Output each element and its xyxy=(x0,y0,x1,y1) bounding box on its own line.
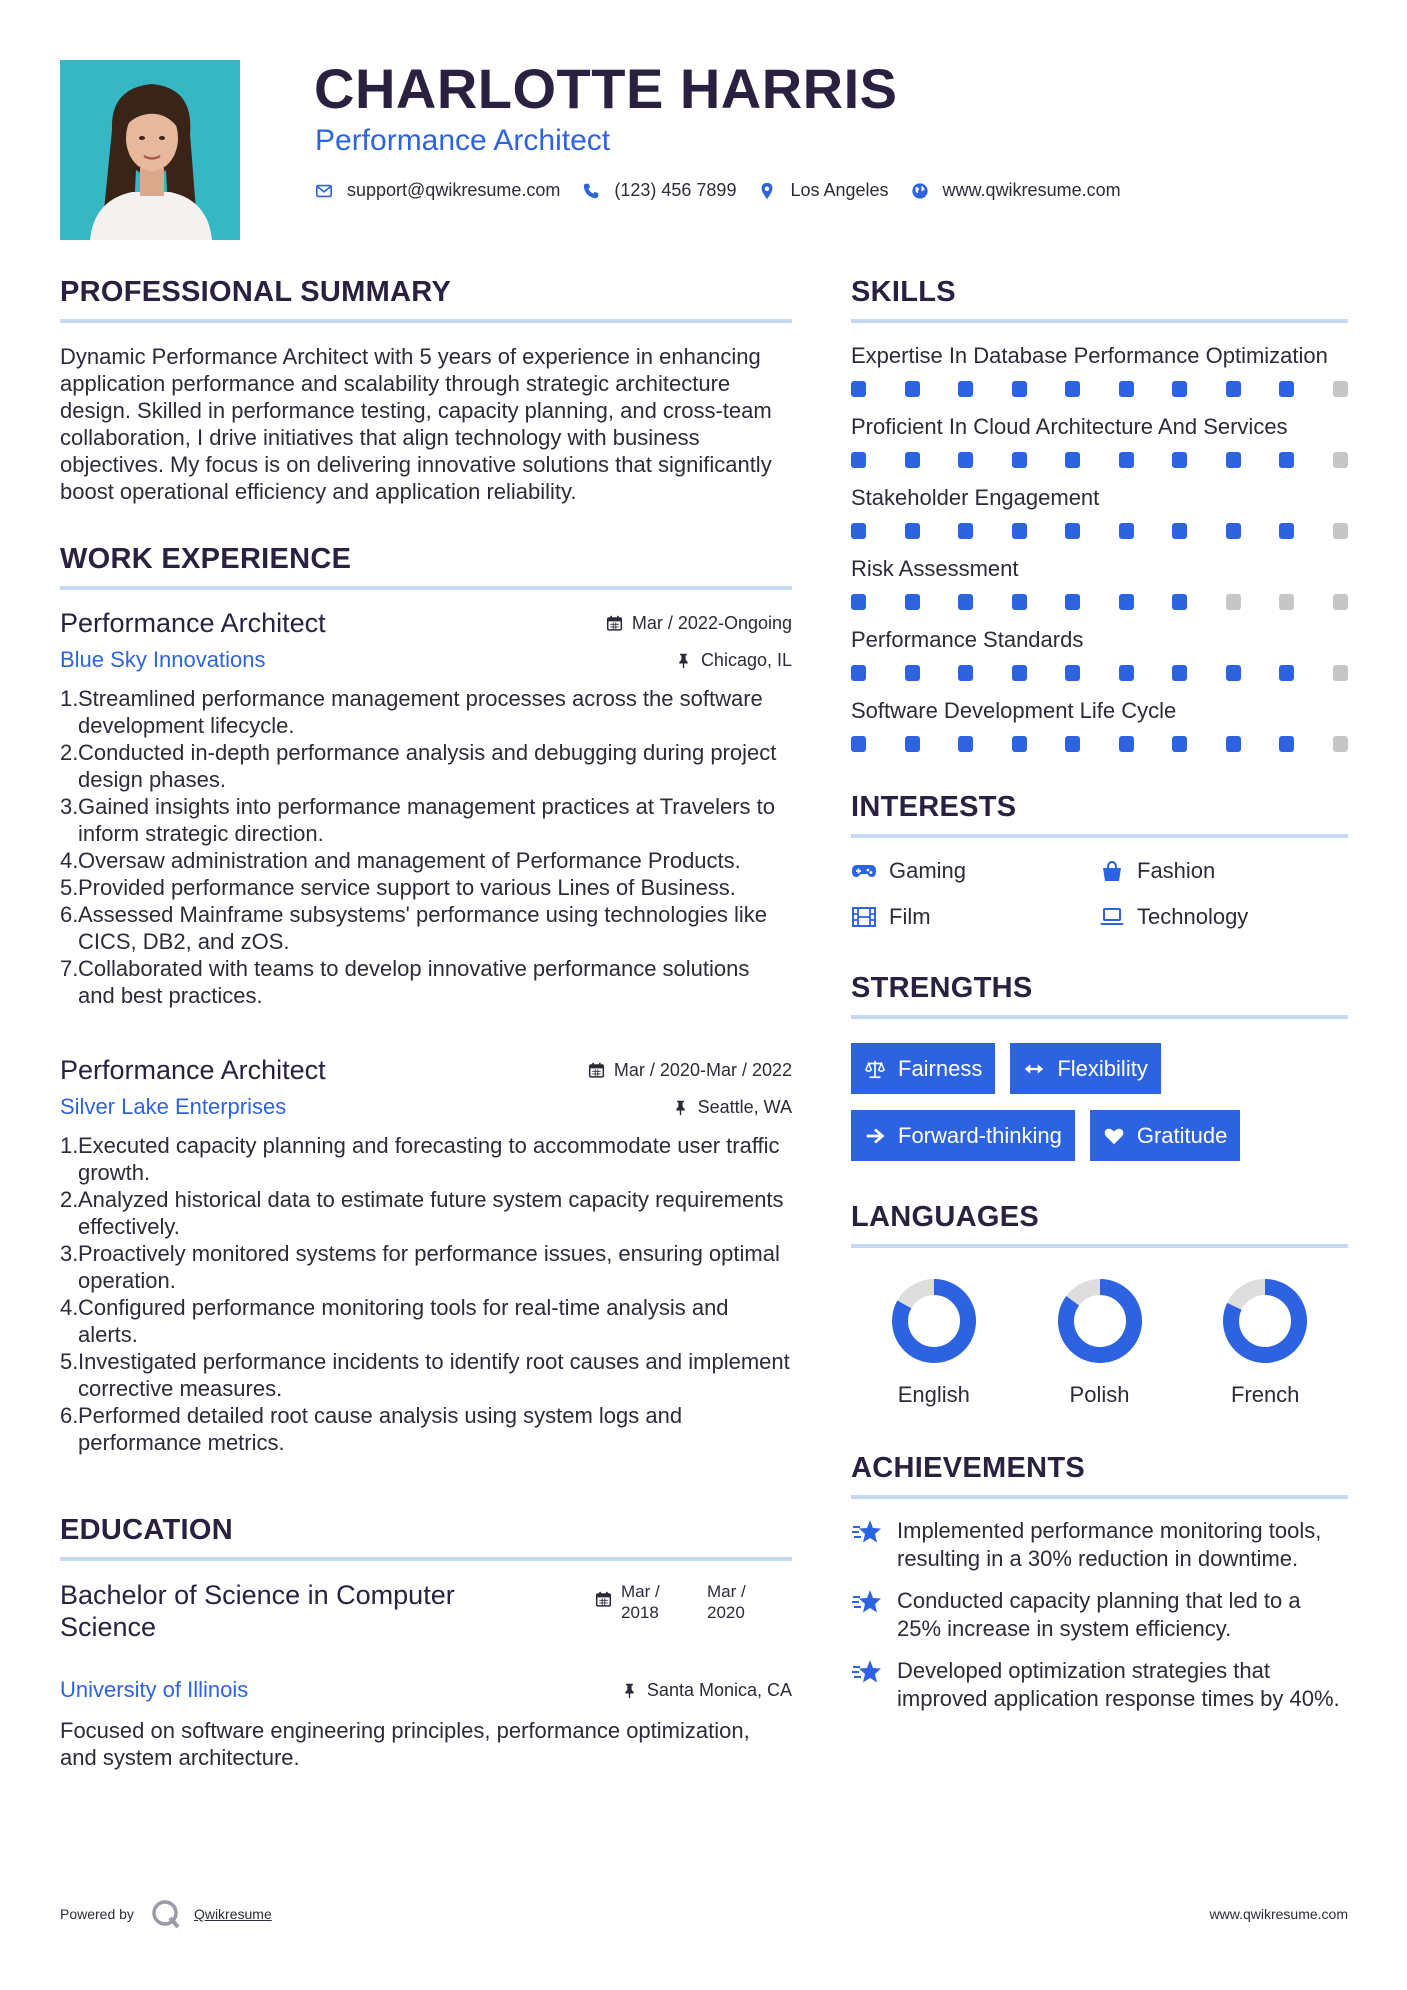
job-dates xyxy=(588,1060,792,1081)
skill-dot-filled xyxy=(905,381,920,397)
skill-dot-filled xyxy=(1226,523,1241,539)
skill-dot-filled xyxy=(958,452,973,468)
arrows-horizontal-icon xyxy=(1023,1058,1045,1080)
skill-list xyxy=(851,341,1348,753)
achievement-list xyxy=(851,1517,1348,1713)
skill-dot-filled xyxy=(1279,523,1294,539)
brand-link[interactable]: Qwikresume xyxy=(193,1906,272,1922)
education-dates xyxy=(595,1581,746,1623)
job-bullet xyxy=(60,739,792,793)
strength-label: Forward-thinking xyxy=(898,1122,1062,1148)
skill-rating xyxy=(851,449,1348,469)
skill-item xyxy=(851,696,1348,753)
education-section xyxy=(60,1514,792,1771)
skill-dot-filled xyxy=(1119,381,1134,397)
job-bullet xyxy=(60,793,792,847)
skill-dot-filled xyxy=(851,452,866,468)
globe-icon xyxy=(911,182,929,200)
skill-dot-filled xyxy=(1226,736,1241,752)
skill-dot-empty xyxy=(1226,594,1241,610)
bullet-number: 1. xyxy=(60,686,79,711)
skill-rating xyxy=(851,662,1348,682)
shopping-bag-icon xyxy=(1099,860,1125,882)
strength-label: Gratitude xyxy=(1136,1122,1228,1148)
strength-chip xyxy=(1090,1110,1241,1161)
skill-dot-filled xyxy=(958,736,973,752)
skill-dot-filled xyxy=(1012,594,1027,610)
contact-location-text: Los Angeles xyxy=(790,180,889,200)
bullet-text: Provided performance service support to various Lines of Business. xyxy=(78,875,736,900)
footer-url[interactable]: www.qwikresume.com xyxy=(1209,1906,1348,1922)
pin-icon xyxy=(672,1099,689,1116)
skill-dot-filled xyxy=(905,523,920,539)
strengths-divider xyxy=(851,1015,1348,1019)
job-title: Performance Architect xyxy=(60,608,326,638)
job-dates-text: Mar / 2020-Mar / 2022 xyxy=(613,1060,792,1080)
skill-dot-filled xyxy=(1172,381,1187,397)
skill-dot-filled xyxy=(1065,736,1080,752)
footer-powered-by xyxy=(60,1898,272,1930)
candidate-title: Performance Architect xyxy=(315,124,611,157)
skill-dot-filled xyxy=(958,665,973,681)
education-location xyxy=(621,1680,792,1701)
candidate-name: CHARLOTTE HARRIS xyxy=(314,57,898,120)
contact-bar xyxy=(315,180,1143,201)
strength-chip xyxy=(851,1110,1075,1161)
skill-dot-filled xyxy=(1119,594,1134,610)
contact-location xyxy=(758,180,888,201)
film-icon xyxy=(851,906,877,928)
language-proficiency-ring xyxy=(1057,1278,1143,1364)
skill-dot-filled xyxy=(851,594,866,610)
education-description: Focused on software engineering principles, performance optimization, and system architecture. xyxy=(60,1718,750,1770)
skill-dot-filled xyxy=(958,523,973,539)
contact-email-text: support@qwikresume.com xyxy=(347,180,561,200)
skill-dot-filled xyxy=(1119,523,1134,539)
language-item xyxy=(851,1278,1017,1408)
job-entry xyxy=(60,608,792,1009)
bullet-number: 2. xyxy=(60,740,79,765)
job-bullet xyxy=(60,1294,792,1348)
skill-dot-filled xyxy=(905,452,920,468)
bullet-text: Configured performance monitoring tools for real-time analysis and alerts. xyxy=(78,1295,729,1347)
strengths-section xyxy=(851,972,1348,1161)
bullet-number: 3. xyxy=(60,1241,79,1266)
strength-chip xyxy=(851,1043,995,1094)
skill-dot-filled xyxy=(1279,381,1294,397)
job-location-text: Chicago, IL xyxy=(700,649,792,670)
education-start-year: 2018 xyxy=(621,1603,659,1622)
achievements-section xyxy=(851,1452,1348,1713)
education-end-month: Mar / xyxy=(707,1582,746,1601)
job-bullet xyxy=(60,847,792,874)
bullet-text: Performed detailed root cause analysis using system logs and performance metrics. xyxy=(78,1403,683,1455)
star-badge-icon xyxy=(851,1658,883,1686)
job-bullet xyxy=(60,955,792,1009)
skill-dot-empty xyxy=(1333,594,1348,610)
achievement-item xyxy=(851,1657,1348,1713)
experience-section xyxy=(60,543,792,1456)
bullet-text: Proactively monitored systems for performance issues, ensuring optimal operation. xyxy=(78,1241,780,1293)
skill-dot-filled xyxy=(905,594,920,610)
bullet-text: Investigated performance incidents to identify root causes and implement corrective measures. xyxy=(78,1349,790,1401)
education-divider xyxy=(60,1557,792,1561)
laptop-icon xyxy=(1099,906,1125,928)
skill-dot-empty xyxy=(1279,594,1294,610)
skill-dot-filled xyxy=(1279,452,1294,468)
education-entry xyxy=(60,1579,792,1675)
skill-dot-filled xyxy=(1119,665,1134,681)
job-bullet xyxy=(60,1186,792,1240)
interest-label: Gaming xyxy=(889,858,967,883)
skill-name: Performance Standards xyxy=(851,627,1084,652)
achievements-divider xyxy=(851,1495,1348,1499)
bullet-text: Executed capacity planning and forecasting to accommodate user traffic growth. xyxy=(78,1133,780,1185)
bullet-number: 4. xyxy=(60,848,79,873)
bullet-text: Analyzed historical data to estimate future system capacity requirements effectively. xyxy=(78,1187,784,1239)
job-title-row xyxy=(60,608,792,639)
right-column xyxy=(851,276,1348,1727)
profile-photo-illustration xyxy=(60,60,240,240)
skill-dot-empty xyxy=(1333,523,1348,539)
skills-section xyxy=(851,276,1348,753)
skill-item xyxy=(851,412,1348,469)
job-title: Performance Architect xyxy=(60,1055,326,1085)
interest-item xyxy=(1099,858,1347,884)
skill-dot-filled xyxy=(958,594,973,610)
contact-phone[interactable] xyxy=(582,180,736,201)
interests-heading: INTERESTS xyxy=(851,791,1017,823)
interests-section xyxy=(851,791,1348,930)
job-company-row xyxy=(60,647,792,673)
bullet-text: Collaborated with teams to develop innovative performance solutions and best practices. xyxy=(78,956,750,1008)
contact-email[interactable] xyxy=(315,180,560,201)
skill-dot-filled xyxy=(1226,665,1241,681)
language-name: Polish xyxy=(1069,1382,1130,1407)
skill-dot-filled xyxy=(1172,594,1187,610)
skill-dot-filled xyxy=(1279,736,1294,752)
strength-chip xyxy=(1010,1043,1160,1094)
summary-text: Dynamic Performance Architect with 5 years of experience in enhancing application performance and scalability through strategic architecture design. Skilled in performance testing, capacity planning, and cross-team collaboration, I drive initiatives that align technology with business objectives. My focus is on delivering innovative solutions that significantly boost operational efficiency and application reliability. xyxy=(60,344,772,504)
education-end-year: 2020 xyxy=(707,1603,745,1622)
language-list xyxy=(851,1278,1348,1408)
skill-dot-filled xyxy=(958,381,973,397)
language-item xyxy=(1182,1278,1348,1408)
job-title-row xyxy=(60,1055,792,1086)
skill-dot-filled xyxy=(1065,665,1080,681)
strength-label: Fairness xyxy=(898,1055,983,1081)
balance-scale-icon xyxy=(864,1058,886,1080)
skill-dot-filled xyxy=(1226,381,1241,397)
skill-rating xyxy=(851,733,1348,753)
language-name: French xyxy=(1230,1382,1300,1407)
education-location-text: Santa Monica, CA xyxy=(646,1679,792,1700)
language-proficiency-ring xyxy=(891,1278,977,1364)
skill-dot-filled xyxy=(851,381,866,397)
skill-dot-filled xyxy=(1172,736,1187,752)
star-badge-icon xyxy=(851,1518,883,1546)
skills-heading: SKILLS xyxy=(851,276,956,308)
summary-heading: PROFESSIONAL SUMMARY xyxy=(60,276,452,308)
calendar-icon xyxy=(588,1062,605,1079)
skill-dot-filled xyxy=(1172,523,1187,539)
bullet-number: 5. xyxy=(60,1349,79,1374)
language-proficiency-ring xyxy=(1222,1278,1308,1364)
education-school: University of Illinois xyxy=(60,1677,249,1702)
education-school-row xyxy=(60,1677,792,1703)
job-location xyxy=(672,1097,792,1118)
languages-divider xyxy=(851,1244,1348,1248)
skill-dot-filled xyxy=(1119,452,1134,468)
heart-icon xyxy=(1103,1125,1125,1147)
bullet-number: 7. xyxy=(60,956,79,981)
envelope-icon xyxy=(315,182,333,200)
skill-dot-filled xyxy=(1172,452,1187,468)
skill-item xyxy=(851,483,1348,540)
achievement-text: Developed optimization strategies that improved application response times by 40%. xyxy=(897,1658,1340,1711)
job-location xyxy=(675,650,792,671)
bullet-text: Gained insights into performance management practices at Travelers to inform strategic direction. xyxy=(78,794,776,846)
skill-dot-empty xyxy=(1333,381,1348,397)
skill-dot-filled xyxy=(1279,665,1294,681)
skill-dot-filled xyxy=(905,665,920,681)
job-bullet xyxy=(60,1402,792,1456)
bullet-number: 2. xyxy=(60,1187,79,1212)
interest-list xyxy=(851,858,1348,930)
powered-by-label: Powered by xyxy=(60,1906,134,1922)
pin-icon xyxy=(675,652,692,669)
experience-divider xyxy=(60,586,792,590)
skill-name: Expertise In Database Performance Optimization xyxy=(851,343,1328,368)
interests-divider xyxy=(851,834,1348,838)
bullet-number: 4. xyxy=(60,1295,79,1320)
job-bullet xyxy=(60,685,792,739)
skill-name: Stakeholder Engagement xyxy=(851,485,1100,510)
skill-dot-filled xyxy=(1012,523,1027,539)
arrow-right-icon xyxy=(864,1125,886,1147)
contact-website-text: www.qwikresume.com xyxy=(942,180,1121,200)
skill-rating xyxy=(851,520,1348,540)
summary-divider xyxy=(60,319,792,323)
strengths-heading: STRENGTHS xyxy=(851,972,1033,1004)
job-bullet xyxy=(60,1348,792,1402)
bullet-text: Oversaw administration and management of Performance Products. xyxy=(78,848,741,873)
bullet-number: 1. xyxy=(60,1133,79,1158)
education-degree: Bachelor of Science in Computer Science xyxy=(60,1580,455,1642)
skill-dot-empty xyxy=(1333,736,1348,752)
phone-icon xyxy=(582,182,600,200)
skill-dot-filled xyxy=(851,523,866,539)
skill-dot-filled xyxy=(1012,452,1027,468)
profile-photo xyxy=(60,60,240,240)
job-company: Silver Lake Enterprises xyxy=(60,1094,287,1119)
interest-label: Technology xyxy=(1137,904,1249,929)
summary-section xyxy=(60,276,792,505)
skill-name: Risk Assessment xyxy=(851,556,1019,581)
skill-name: Proficient In Cloud Architecture And Services xyxy=(851,414,1288,439)
job-bullet xyxy=(60,874,792,901)
achievement-item xyxy=(851,1517,1348,1573)
gamepad-icon xyxy=(851,860,877,882)
skill-rating xyxy=(851,378,1348,398)
bullet-number: 5. xyxy=(60,875,79,900)
education-end xyxy=(707,1581,746,1623)
experience-heading: WORK EXPERIENCE xyxy=(60,543,352,575)
job-dates-text: Mar / 2022-Ongoing xyxy=(631,613,792,633)
job-company-row xyxy=(60,1094,792,1120)
job-entry xyxy=(60,1055,792,1456)
job-dates xyxy=(606,613,792,634)
bullet-text: Streamlined performance management processes across the software development lifecycle. xyxy=(78,686,763,738)
interest-label: Film xyxy=(889,904,931,929)
bullet-text: Conducted in-depth performance analysis and debugging during project design phases. xyxy=(78,740,777,792)
skill-dot-empty xyxy=(1333,452,1348,468)
skill-dot-empty xyxy=(1333,665,1348,681)
skill-dot-filled xyxy=(851,736,866,752)
bullet-text: Assessed Mainframe subsystems' performance using technologies like CICS, DB2, and zOS. xyxy=(78,902,767,954)
interest-item xyxy=(851,858,1099,884)
skill-dot-filled xyxy=(1065,523,1080,539)
job-bullet xyxy=(60,1132,792,1186)
interest-item xyxy=(851,904,1099,930)
skill-dot-filled xyxy=(1172,665,1187,681)
skill-dot-filled xyxy=(1065,381,1080,397)
job-list xyxy=(60,608,792,1456)
achievement-text: Conducted capacity planning that led to a 25% increase in system efficiency. xyxy=(897,1588,1301,1641)
skills-divider xyxy=(851,319,1348,323)
job-bullet xyxy=(60,901,792,955)
pin-icon xyxy=(621,1682,638,1699)
skill-item xyxy=(851,341,1348,398)
skill-item xyxy=(851,625,1348,682)
star-badge-icon xyxy=(851,1588,883,1616)
bullet-number: 3. xyxy=(60,794,79,819)
skill-item xyxy=(851,554,1348,611)
strength-label: Flexibility xyxy=(1057,1055,1148,1081)
skill-dot-filled xyxy=(1012,665,1027,681)
job-bullets xyxy=(60,685,792,1009)
map-marker-icon xyxy=(758,182,776,200)
left-column xyxy=(60,276,792,1771)
skill-name: Software Development Life Cycle xyxy=(851,698,1177,723)
skill-dot-filled xyxy=(905,736,920,752)
job-location-text: Seattle, WA xyxy=(697,1096,792,1117)
contact-phone-text: (123) 456 7899 xyxy=(614,180,737,200)
calendar-icon xyxy=(606,615,623,632)
job-bullets xyxy=(60,1132,792,1456)
languages-heading: LANGUAGES xyxy=(851,1201,1039,1233)
language-name: English xyxy=(897,1382,970,1407)
interest-item xyxy=(1099,904,1347,930)
skill-dot-filled xyxy=(1065,452,1080,468)
education-start xyxy=(621,1581,707,1623)
language-item xyxy=(1017,1278,1183,1408)
achievement-text: Implemented performance monitoring tools, resulting in a 30% reduction in downtime. xyxy=(897,1518,1322,1571)
skill-dot-filled xyxy=(1226,452,1241,468)
education-heading: EDUCATION xyxy=(60,1514,233,1546)
qwikresume-logo-icon xyxy=(150,1898,182,1930)
achievement-item xyxy=(851,1587,1348,1643)
skill-rating xyxy=(851,591,1348,611)
job-bullet xyxy=(60,1240,792,1294)
bullet-number: 6. xyxy=(60,902,79,927)
job-company: Blue Sky Innovations xyxy=(60,647,266,672)
skill-dot-filled xyxy=(1012,736,1027,752)
contact-website[interactable] xyxy=(911,180,1121,201)
skill-dot-filled xyxy=(1119,736,1134,752)
interest-label: Fashion xyxy=(1137,858,1216,883)
skill-dot-filled xyxy=(851,665,866,681)
skill-dot-filled xyxy=(1065,594,1080,610)
education-start-month: Mar / xyxy=(621,1582,660,1601)
skill-dot-filled xyxy=(1012,381,1027,397)
languages-section xyxy=(851,1201,1348,1408)
calendar-icon xyxy=(595,1591,612,1608)
achievements-heading: ACHIEVEMENTS xyxy=(851,1452,1086,1484)
bullet-number: 6. xyxy=(60,1403,79,1428)
strength-list xyxy=(851,1043,1348,1161)
